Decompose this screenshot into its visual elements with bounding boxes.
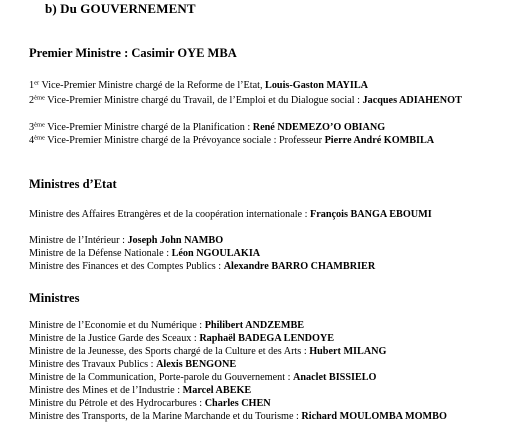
ministre-name: Charles CHEN bbox=[204, 398, 271, 409]
ordinal-suffix: er bbox=[34, 79, 40, 87]
vice-premier-ordinal: 1 bbox=[29, 80, 35, 91]
ministre-title: Ministre de la Justice Garde des Sceaux : bbox=[29, 333, 200, 344]
ministres-etat-heading: Ministres d’Etat bbox=[29, 177, 117, 191]
ministre-title: Ministre des Mines et de l’Industrie : bbox=[29, 385, 183, 396]
ministre-title: Ministre des Finances et des Comptes Publics : bbox=[29, 261, 224, 272]
vice-premier-name: Pierre André KOMBILA bbox=[324, 135, 435, 146]
ministre-name: Joseph John NAMBO bbox=[127, 235, 224, 246]
ministre-title: Ministre des Travaux Publics : bbox=[29, 359, 157, 370]
ministre-entry bbox=[29, 385, 499, 397]
ministre-etat-entry bbox=[29, 235, 499, 247]
ministre-title: Ministre des Transports, de la Marine Marchande et du Tourisme : bbox=[29, 411, 302, 422]
ministre-entry bbox=[29, 398, 499, 410]
vice-premier-ordinal: 2 bbox=[29, 95, 35, 106]
vice-premier-title: Vice-Premier Ministre chargé de la Prévoyance sociale : Professeur bbox=[44, 135, 325, 146]
ministre-etat-entry bbox=[29, 248, 499, 260]
ministre-title: Ministre de la Communication, Porte-parole du Gouvernement : bbox=[29, 372, 293, 383]
vice-premier-entry bbox=[29, 122, 499, 134]
vice-premier-title: Vice-Premier Ministre chargé du Travail, de l’Emploi et du Dialogue social : bbox=[44, 95, 363, 106]
ministre-name: Marcel ABEKE bbox=[182, 385, 252, 396]
ministre-entry bbox=[29, 359, 499, 371]
vice-premier-entry bbox=[29, 95, 499, 107]
ministre-name: Richard MOULOMBA MOMBO bbox=[301, 411, 447, 422]
vice-premier-name: Jacques ADIAHENOT bbox=[362, 95, 462, 106]
premier-ministre: Premier Ministre : Casimir OYE MBA bbox=[29, 46, 237, 60]
ministre-etat-entry bbox=[29, 261, 499, 273]
vice-premier-ordinal: 4 bbox=[29, 135, 35, 146]
ministre-name: Anaclet BISSIELO bbox=[292, 372, 377, 383]
ministre-entry bbox=[29, 411, 499, 423]
ministre-entry bbox=[29, 346, 499, 358]
ordinal-suffix: ème bbox=[34, 121, 45, 129]
vice-premier-entry bbox=[29, 80, 499, 92]
ministre-title: Ministre de la Jeunesse, des Sports chargé de la Culture et des Arts : bbox=[29, 346, 310, 357]
ministre-name: Léon NGOULAKIA bbox=[171, 248, 261, 259]
vice-premier-name: Louis-Gaston MAYILA bbox=[265, 80, 368, 91]
ministre-title: Ministre de l’Intérieur : bbox=[29, 235, 128, 246]
ministre-title: Ministre de la Défense Nationale : bbox=[29, 248, 172, 259]
vice-premier-title: Vice-Premier Ministre chargé de la Planification : bbox=[44, 122, 253, 133]
ministre-name: Alexandre BARRO CHAMBRIER bbox=[223, 261, 376, 272]
vice-premier-name: René NDEMEZO’O OBIANG bbox=[252, 122, 386, 133]
ministre-entry bbox=[29, 320, 499, 332]
ministre-entry bbox=[29, 333, 499, 345]
ministres-heading: Ministres bbox=[29, 291, 80, 305]
ministre-name: Raphaël BADEGA LENDOYE bbox=[199, 333, 335, 344]
ministre-title: Ministre des Affaires Etrangères et de la coopération internationale : bbox=[29, 209, 310, 220]
vice-premier-ordinal: 3 bbox=[29, 122, 35, 133]
ministre-title: Ministre de l’Economie et du Numérique : bbox=[29, 320, 205, 331]
ministre-name: Philibert ANDZEMBE bbox=[204, 320, 305, 331]
section-title: b) Du GOUVERNEMENT bbox=[45, 1, 196, 16]
ministre-name: François BANGA EBOUMI bbox=[310, 209, 432, 220]
ministre-name: Alexis BENGONE bbox=[156, 359, 237, 370]
ministre-title: Ministre du Pétrole et des Hydrocarbures : bbox=[29, 398, 205, 409]
ministre-etat-entry bbox=[29, 209, 499, 221]
vice-premier-title: Vice-Premier Ministre chargé de la Reforme de l’Etat, bbox=[39, 80, 266, 91]
ministre-name: Hubert MILANG bbox=[309, 346, 387, 357]
ordinal-suffix: ème bbox=[34, 94, 45, 102]
ministre-entry bbox=[29, 372, 499, 384]
ordinal-suffix: ème bbox=[34, 134, 45, 142]
vice-premier-entry bbox=[29, 135, 499, 147]
